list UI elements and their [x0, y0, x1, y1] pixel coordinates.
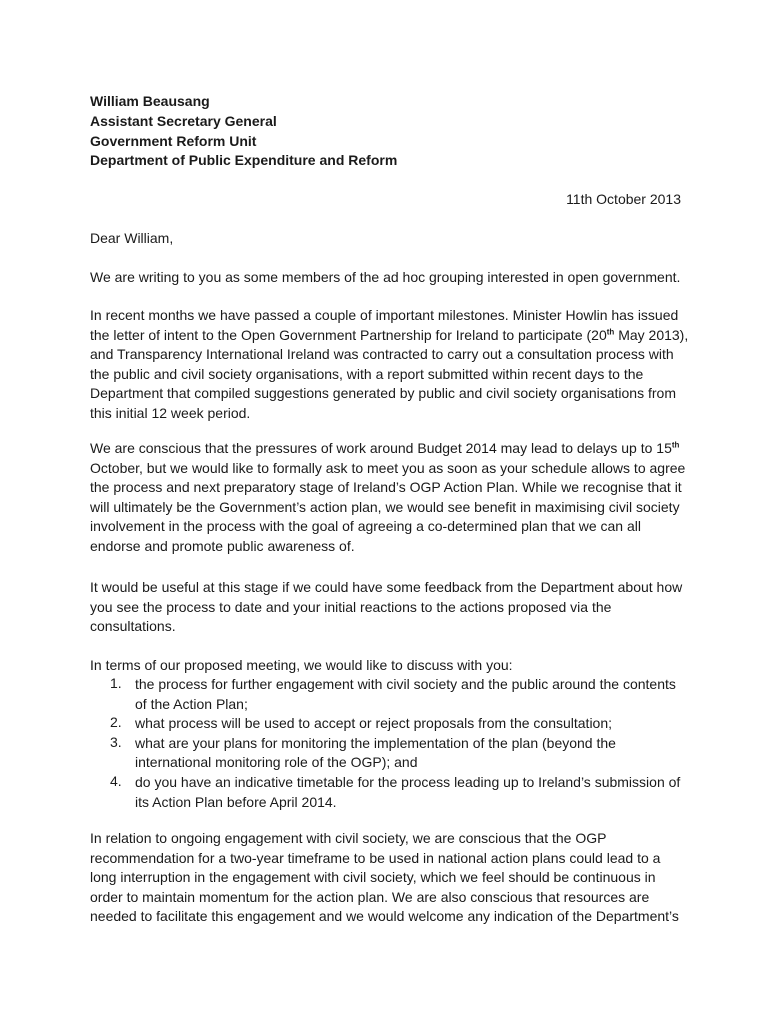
ordinal-suffix: th [671, 440, 680, 450]
list-number: 1. [110, 675, 122, 691]
list-item-line: international monitoring role of the OGP); and [135, 754, 418, 771]
list-item-line: the process for further engagement with civil society and the public around the contents [135, 676, 676, 692]
paragraph-line [90, 326, 710, 346]
list-item-line: what process will be used to accept or reject proposals from the consultation; [135, 715, 613, 732]
paragraph-line: consultations. [90, 618, 176, 635]
paragraph-line: will ultimately be the Government’s action plan, we would see benefit in maximising civil society [90, 498, 680, 515]
salutation: Dear William, [90, 230, 174, 246]
list-item [90, 714, 710, 734]
list-number: 3. [110, 733, 122, 750]
ordinal-suffix: th [606, 326, 615, 336]
paragraph-line: long interruption in the engagement with civil society, which we feel should be continuous in [90, 869, 656, 886]
list-item [90, 773, 710, 812]
list-item-line: what are your plans for monitoring the implementation of the plan (beyond the [135, 734, 616, 751]
list-number: 4. [110, 772, 122, 789]
paragraph-line: It would be useful at this stage if we could have some feedback from the Department about how [90, 579, 683, 595]
paragraph-feedback [90, 578, 710, 637]
paragraph-line: We are writing to you as some members of the ad hoc grouping interested in open government. [90, 269, 681, 285]
list-item-line: do you have an indicative timetable for the process leading up to Ireland’s submission of [135, 773, 681, 790]
paragraph-milestones [90, 306, 710, 424]
list-item-line: of the Action Plan; [135, 695, 248, 712]
recipient-department: Department of Public Expenditure and Reform [90, 152, 398, 168]
paragraph-meeting-request [90, 439, 710, 557]
paragraph-line: the process and next preparatory stage of Ireland’s OGP Action Plan. While we recognise that it [90, 479, 682, 496]
discussion-list [90, 675, 710, 812]
paragraph-line: the public and civil society organisations, with a report submitted within recent days to the [90, 365, 644, 382]
text-run: the letter of intent to the Open Government Partnership for Ireland to participate (20 [90, 326, 607, 343]
paragraph-line: endorse and promote public awareness of. [90, 537, 355, 554]
paragraph-line: and Transparency International Ireland was contracted to carry out a consultation process with [90, 346, 674, 363]
list-number: 2. [110, 714, 122, 731]
recipient-name: William Beausang [90, 93, 210, 109]
paragraph-line: you see the process to date and your initial reactions to the actions proposed via the [90, 598, 612, 615]
paragraph-line: In relation to ongoing engagement with civil society, we are conscious that the OGP [90, 830, 607, 846]
list-intro: In terms of our proposed meeting, we would like to discuss with you: [90, 657, 513, 673]
paragraph-ongoing-engagement [90, 829, 710, 927]
paragraph-line [90, 439, 710, 459]
paragraph-intro [90, 268, 710, 288]
paragraph-line: this initial 12 week period. [90, 404, 251, 421]
text-run: May 2013), [614, 326, 689, 343]
paragraph-line: order to maintain momentum for the action plan. We are also conscious that resources are [90, 888, 650, 905]
list-item [90, 734, 710, 773]
text-run: We are conscious that the pressures of work around Budget 2014 may lead to delays up to 15 [90, 440, 672, 456]
letter-date: 11th October 2013 [566, 191, 681, 207]
list-item [90, 675, 710, 714]
list-item-line: its Action Plan before April 2014. [135, 793, 337, 810]
paragraph-line: Department that compiled suggestions generated by public and civil society organisations from [90, 385, 676, 402]
recipient-title: Assistant Secretary General [90, 113, 277, 129]
paragraph-line: needed to facilitate this engagement and we would welcome any indication of the Department’s [90, 908, 679, 925]
paragraph-line: recommendation for a two-year timeframe to be used in national action plans could lead to a [90, 849, 661, 866]
recipient-unit: Government Reform Unit [90, 133, 257, 149]
paragraph-line: involvement in the process with the goal of agreeing a co-determined plan that we can all [90, 518, 641, 535]
paragraph-line: In recent months we have passed a couple of important milestones. Minister Howlin has issued [90, 307, 679, 323]
paragraph-line: October, but we would like to formally ask to meet you as soon as your schedule allows to agree [90, 459, 686, 476]
